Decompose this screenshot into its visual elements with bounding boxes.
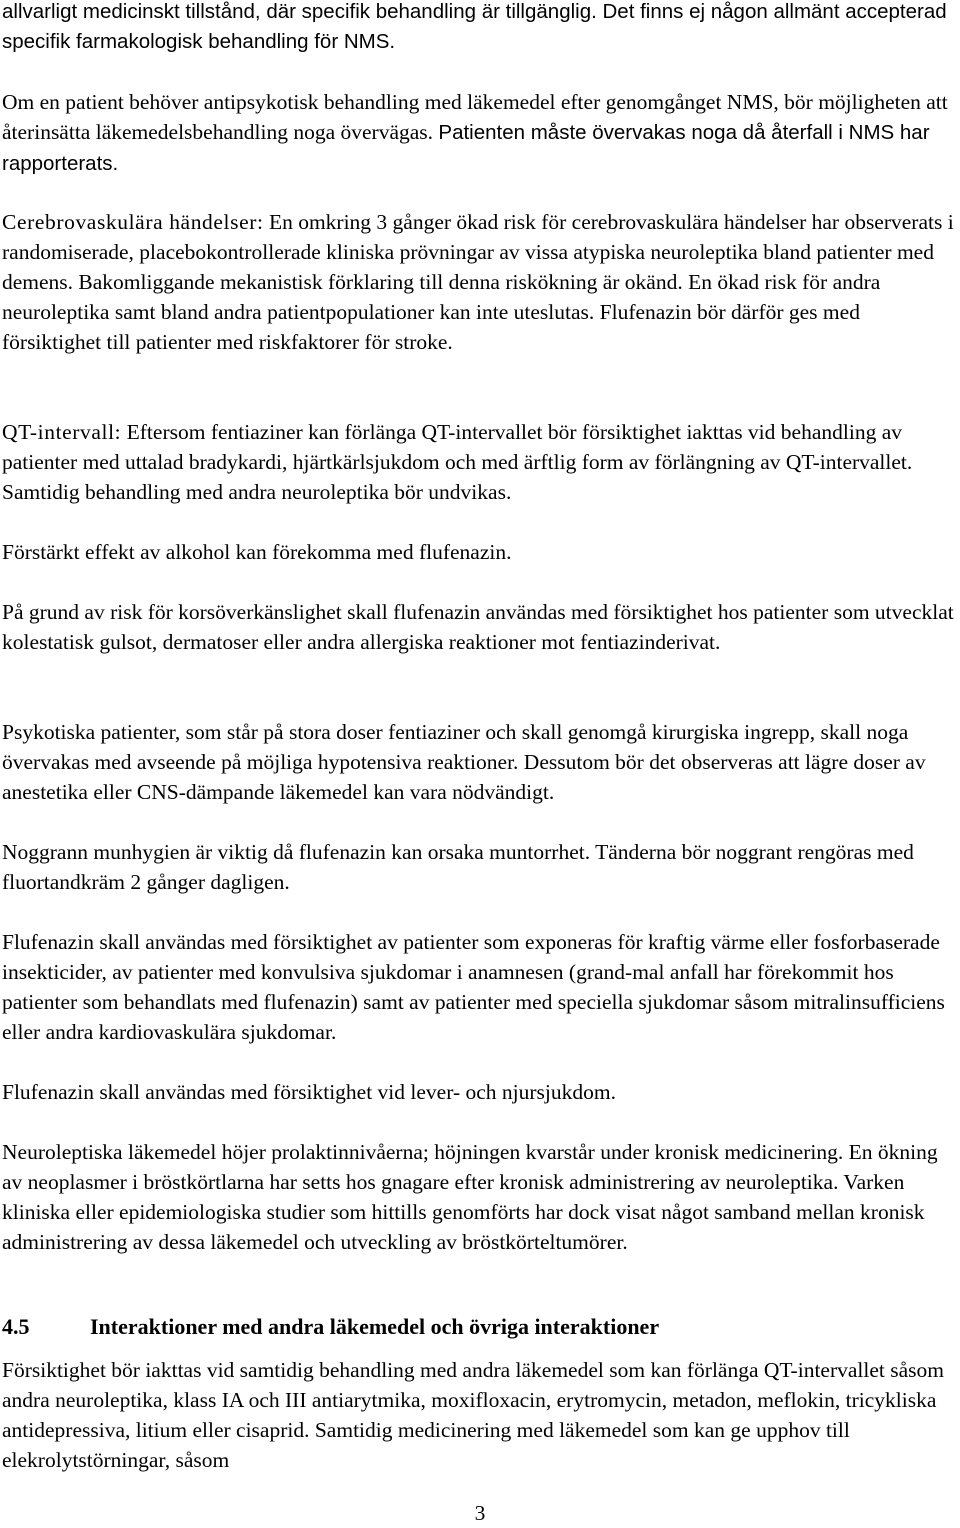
paragraph-interactions <box>2 1355 957 1475</box>
paragraph-nms-treatment <box>2 0 957 57</box>
paragraph-cerebrovascular <box>2 207 957 357</box>
paragraph-text: Flufenazin skall användas med försiktighet av patienter som exponeras för kraftig värme eller fosforbaserade insekticider, av patienter med konvulsiva sjukdomar i anamnesen (grand-mal anfall har förekommit hos patienter som behandlats med flufenazin) samt av patienter med speciella sjukdomar såsom mitralinsufficiens eller andra kardiovaskulära sjukdomar. <box>2 930 945 1044</box>
paragraph-text: Psykotiska patienter, som står på stora doser fentiaziner och skall genomgå kirurgiska ingrepp, skall noga övervakas med avseende på möjliga hypotensiva reaktioner. Dessutom bör det observeras att lägre doser av anestetika eller CNS-dämpande läkemedel kan vara nödvändigt. <box>2 720 926 804</box>
section-title: Interaktioner med andra läkemedel och övriga interaktioner <box>90 1314 660 1339</box>
paragraph-nms-reinstatement <box>2 87 957 179</box>
paragraph-hypersensitivity <box>2 597 957 657</box>
paragraph-text: På grund av risk för korsöverkänslighet skall flufenazin användas med försiktighet hos patienter som utvecklat kolestatisk gulsot, dermatoser eller andra allergiska reaktioner mot fentiazinderivat. <box>2 600 954 654</box>
paragraph-text: Om en patient behöver antipsykotisk behandling med läkemedel efter genomgånget NMS, bör möjligheten att återinsätta läkemedelsbehandling noga övervägas. <box>2 90 948 144</box>
paragraph-surgery <box>2 717 957 807</box>
paragraph-text: Eftersom fentiaziner kan förlänga QT-intervallet bör försiktighet iakttas vid behandling av patienter med uttalad bradykardi, hjärtkärlsjukdom och med ärftlig form av förlängning av QT-intervallet. Samtidig behandling med andra neuroleptika bör undvikas. <box>2 420 913 504</box>
paragraph-text: allvarligt medicinskt tillstånd, där specifik behandling är tillgänglig. Det finns ej någon allmänt accepterad specifik farmakologisk behandling för NMS. <box>2 0 947 53</box>
paragraph-text: Noggrann munhygien är viktig då flufenazin kan orsaka muntorrhet. Tänderna bör noggrant rengöras med fluortandkräm 2 gånger dagligen. <box>2 840 914 894</box>
paragraph-heat-exposure <box>2 927 957 1047</box>
page-number: 3 <box>474 1501 486 1525</box>
paragraph-text: Flufenazin skall användas med försiktighet vid lever- och njursjukdom. <box>2 1080 616 1104</box>
paragraph-liver-kidney <box>2 1077 957 1107</box>
paragraph-label: Cerebrovaskulära händelser: <box>2 210 264 234</box>
paragraph-label: QT-intervall: <box>2 420 122 444</box>
section-heading <box>2 1312 957 1342</box>
paragraph-text: Neuroleptiska läkemedel höjer prolaktinnivåerna; höjningen kvarstår under kronisk medicinering. En ökning av neoplasmer i bröstkörtlarna har setts hos gnagare efter kronisk administrering av neuroleptika. Varken kliniska eller epidemiologiska studier som hittills genomförts har dock visat något samband mellan kronisk administrering av dessa läkemedel och utveckling av bröstkörteltumörer. <box>2 1140 938 1254</box>
paragraph-qt-interval <box>2 417 957 507</box>
paragraph-alcohol <box>2 537 957 567</box>
paragraph-text: Försiktighet bör iakttas vid samtidig behandling med andra läkemedel som kan förlänga QT-intervallet såsom andra neuroleptika, klass IA och III antiarytmika, moxifloxacin, erytromycin, metadon, meflokin, tricykliska antidepressiva, litium eller cisaprid. Samtidig medicinering med läkemedel som kan ge upphov till elekrolytstörningar, såsom <box>2 1358 945 1472</box>
paragraph-text-sans: Patienten måste övervakas noga då återfall i NMS har rapporterats. <box>2 121 930 175</box>
paragraph-text: Förstärkt effekt av alkohol kan förekomma med flufenazin. <box>2 540 512 564</box>
section-number: 4.5 <box>2 1314 30 1339</box>
paragraph-oral-hygiene <box>2 837 957 897</box>
paragraph-text: En omkring 3 gånger ökad risk för cerebrovaskulära händelser har observerats i randomiserade, placebokontrollerade kliniska prövningar av vissa atypiska neuroleptika bland patienter med demens. Bakomliggande mekanistisk förklaring till denna riskökning är okänd. En ökad risk för andra neuroleptika samt bland andra patientpopulationer kan inte uteslutas. Flufenazin bör därför ges med försiktighet till patienter med riskfaktorer för stroke. <box>2 210 954 354</box>
paragraph-prolactin <box>2 1137 957 1257</box>
